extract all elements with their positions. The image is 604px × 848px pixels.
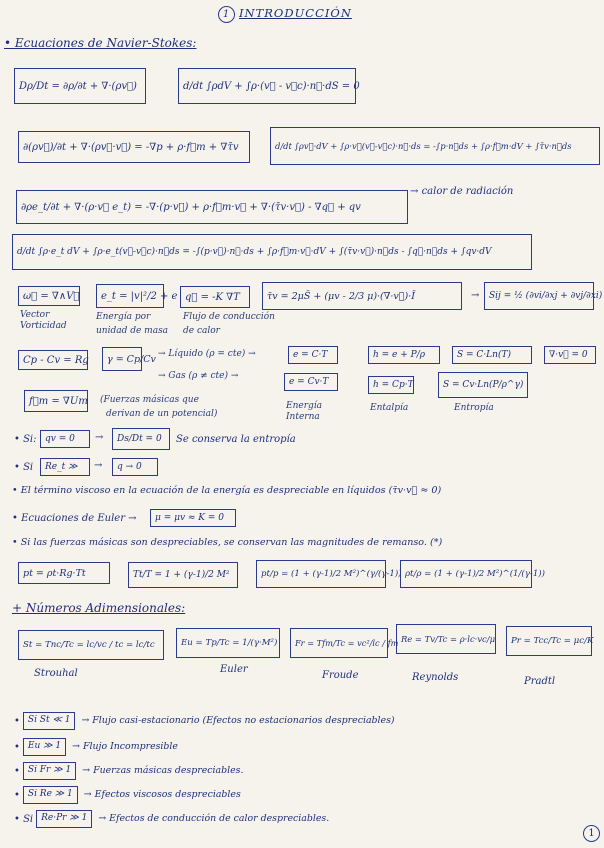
vorticity-label-1: Vector xyxy=(20,310,50,320)
bullet-euler-box: μ = μv ≈ K = 0 xyxy=(150,509,236,527)
gamma-def: γ = Cp/Cv xyxy=(102,347,142,371)
number-euler: Eu = Tp/Tc = 1/(γ·M²) xyxy=(176,628,280,658)
viscous-stress-def: τ̄v = 2μS̄ + (μv - 2/3 μ)·(∇·v⃗)·Ī xyxy=(262,282,462,310)
conclusion-4-text: → Efectos viscosos despreciables xyxy=(83,788,241,800)
momentum-integral-eq: d/dt ∫ρv⃗·dV + ∫ρ·v⃗(v⃗-v⃗c)·n⃗·ds = -∫p·n⃗ds + ∫ρ·f⃗m·dV + ∫τ̄v·n⃗ds xyxy=(270,127,600,165)
liquid-energy: e = C·T xyxy=(288,346,338,364)
number-prandtl-label: Pradtl xyxy=(524,676,556,687)
number-froude: Fr = Tfm/Tc = vc²/lc / fm xyxy=(290,628,388,658)
number-froude-label: Froude xyxy=(322,670,359,681)
number-strouhal: St = Tnc/Tc = lc/vc / tc = lc/tc xyxy=(18,630,164,660)
conclusion-3: • Si Fr ≫ 1 → Fuerzas másicas despreciables. xyxy=(14,762,243,780)
energy-differential-eq: ∂ρe_t/∂t + ∇·(ρ·v⃗ e_t) = -∇·(p·v⃗) + ρ·f⃗m·v⃗ + ∇·(τ̄v·v⃗) - ∇q⃗ + qv xyxy=(16,190,408,224)
gas-label: → Gas (ρ ≠ cte) → xyxy=(158,371,239,381)
potential-label-2: derivan de un potencial) xyxy=(106,409,218,419)
enthalpy-label: Entalpía xyxy=(370,403,409,413)
fourier-law-def: q⃗ = -K ∇T xyxy=(180,286,250,308)
vorticity-label-2: Vorticidad xyxy=(20,321,67,331)
liquid-text: Líquido (ρ = cte) xyxy=(168,349,246,359)
conclusion-5-text: → Efectos de conducción de calor despreciables. xyxy=(98,812,330,824)
bullet-remanso: • Si las fuerzas másicas son despreciables, se conservan las magnitudes de remanso. (*) xyxy=(12,537,443,548)
conclusion-2-box: Eu ≫ 1 xyxy=(23,738,66,756)
number-reynolds: Re = Tv/Tc = ρ·lc·vc/μ xyxy=(396,624,496,654)
stress-arrow: → xyxy=(471,290,480,301)
bullet-reynolds-pre: • Si xyxy=(14,462,34,473)
number-euler-label: Euler xyxy=(220,664,248,675)
continuity-differential-eq: Dρ/Dt = ∂ρ/∂t + ∇·(ρv⃗) xyxy=(14,68,146,104)
energy-integral-eq: d/dt ∫ρ·e_t dV + ∫ρ·e_t(v⃗-v⃗c)·n⃗ds = -∫(p·v⃗)·n⃗·ds + ∫ρ·f⃗m·v⃗·dV + ∫(τ̄v·v⃗)·n⃗ds - ∫q⃗·n⃗ds + ∫qv·dV xyxy=(12,234,532,270)
bullet-viscous-energy: • El término viscoso en la ecuación de la energía es despreciable en líquidos (τ̄v·v⃗ ≈ 0) xyxy=(12,485,442,496)
radiation-heat-note: → calor de radiación xyxy=(410,186,514,197)
bullet-reynolds-arrow: → xyxy=(94,460,103,471)
total-energy-def: e_t = |v|²/2 + e xyxy=(96,284,164,308)
page-number xyxy=(583,822,604,842)
strain-rate-def: Sij = ½ (∂vi/∂xj + ∂vj/∂xi) xyxy=(484,282,594,310)
conclusion-4-box: Si Re ≫ 1 xyxy=(23,786,78,804)
conclusion-1-box: Si St ≪ 1 xyxy=(23,712,76,730)
momentum-differential-eq: ∂(ρv⃗)/∂t + ∇·(ρv⃗·v⃗) = -∇p + ρ·f⃗m + ∇τ̄v xyxy=(18,131,250,163)
conclusion-4: • Si Re ≫ 1 → Efectos viscosos despreciables xyxy=(14,786,241,804)
conclusion-5: • Si Re·Pr ≫ 1 → Efectos de conducción de calor despreciables. xyxy=(14,810,329,828)
conclusion-2-text: → Flujo Incompresible xyxy=(72,740,178,752)
bullet-entropy-arrow: → xyxy=(95,432,104,443)
number-strouhal-label: Strouhal xyxy=(34,668,78,679)
mayer-relation: Cp - Cv = Rg xyxy=(18,350,88,370)
total-energy-label-1: Energía por xyxy=(96,312,151,322)
potential-label-1: (Fuerzas másicas que xyxy=(100,395,199,405)
bullet-reynolds-box2: q → 0 xyxy=(112,458,158,476)
remanso-pressure-eq: pt/p = (1 + (γ-1)/2 M²)^(γ/(γ-1)) xyxy=(256,560,386,588)
conclusion-5-box: Re·Pr ≫ 1 xyxy=(36,810,92,828)
title-text: INTRODUCCIÓN xyxy=(239,6,352,20)
gas-text: Gas (ρ ≠ cte) xyxy=(168,371,229,381)
internal-energy-label-1: Energía xyxy=(286,401,322,411)
bullet-entropy-text: Se conserva la entropía xyxy=(176,434,296,445)
entropy-gas: S = Cv·Ln(P/ρ^γ) xyxy=(438,372,528,398)
page-title xyxy=(218,6,352,23)
vorticity-def: ω⃗ = ∇∧V⃗ xyxy=(18,286,80,306)
fourier-label-2: de calor xyxy=(183,326,220,336)
remanso-state-eq: pt = ρt·Rg·Tt xyxy=(18,562,110,584)
page-number-text: 1 xyxy=(583,825,600,842)
total-energy-label-2: unidad de masa xyxy=(96,326,169,336)
title-number: 1 xyxy=(218,6,235,23)
entropy-liquid: S = C·Ln(T) xyxy=(452,346,532,364)
bullet-entropy-box1: qv = 0 xyxy=(40,430,90,448)
potential-force-def: f⃗m = ∇Um xyxy=(24,390,88,412)
remanso-temperature-eq: Tt/T = 1 + (γ-1)/2 M² xyxy=(128,562,238,588)
conclusion-2: • Eu ≫ 1 → Flujo Incompresible xyxy=(14,738,178,756)
number-prandtl: Pr = Tcc/Tc = μc/K xyxy=(506,626,592,656)
radiation-heat-label: calor de radiación xyxy=(421,186,514,197)
bullet-euler-pre: • Ecuaciones de Euler → xyxy=(12,513,137,524)
enthalpy-gas: h = Cp·T xyxy=(368,376,414,394)
fourier-label-1: Flujo de conducción xyxy=(183,312,275,322)
conclusion-1: • Si St ≪ 1 → Flujo casi-estacionario (Efectos no estacionarios despreciables) xyxy=(14,712,395,730)
conclusion-3-text: → Fuerzas másicas despreciables. xyxy=(82,764,244,776)
bullet-entropy-pre: • Si: xyxy=(14,434,37,445)
gas-energy: e = Cv·T xyxy=(284,373,338,391)
enthalpy-def: h = e + P/ρ xyxy=(368,346,440,364)
internal-energy-label-2: Interna xyxy=(286,412,320,422)
bullet-reynolds-box: Re_t ≫ xyxy=(40,458,90,476)
remanso-density-eq: ρt/ρ = (1 + (γ-1)/2 M²)^(1/(γ-1)) xyxy=(400,560,532,588)
section-dimensionless-title: + Números Adimensionales: xyxy=(12,601,186,615)
number-reynolds-label: Reynolds xyxy=(412,672,459,683)
continuity-integral-eq: d/dt ∫ρdV + ∫ρ·(v⃗ - v⃗c)·n⃗·dS = 0 xyxy=(178,68,356,104)
incompressible-condition: ∇·v⃗ = 0 xyxy=(544,346,596,364)
liquid-label: → Líquido (ρ = cte) → xyxy=(158,349,256,359)
section-navier-stokes-title: • Ecuaciones de Navier-Stokes: xyxy=(4,36,197,50)
entropy-label: Entropía xyxy=(454,403,494,413)
conclusion-3-box: Si Fr ≫ 1 xyxy=(23,762,76,780)
bullet-entropy-box2: Ds/Dt = 0 xyxy=(112,428,170,450)
conclusion-1-text: → Flujo casi-estacionario (Efectos no estacionarios despreciables) xyxy=(81,714,395,726)
